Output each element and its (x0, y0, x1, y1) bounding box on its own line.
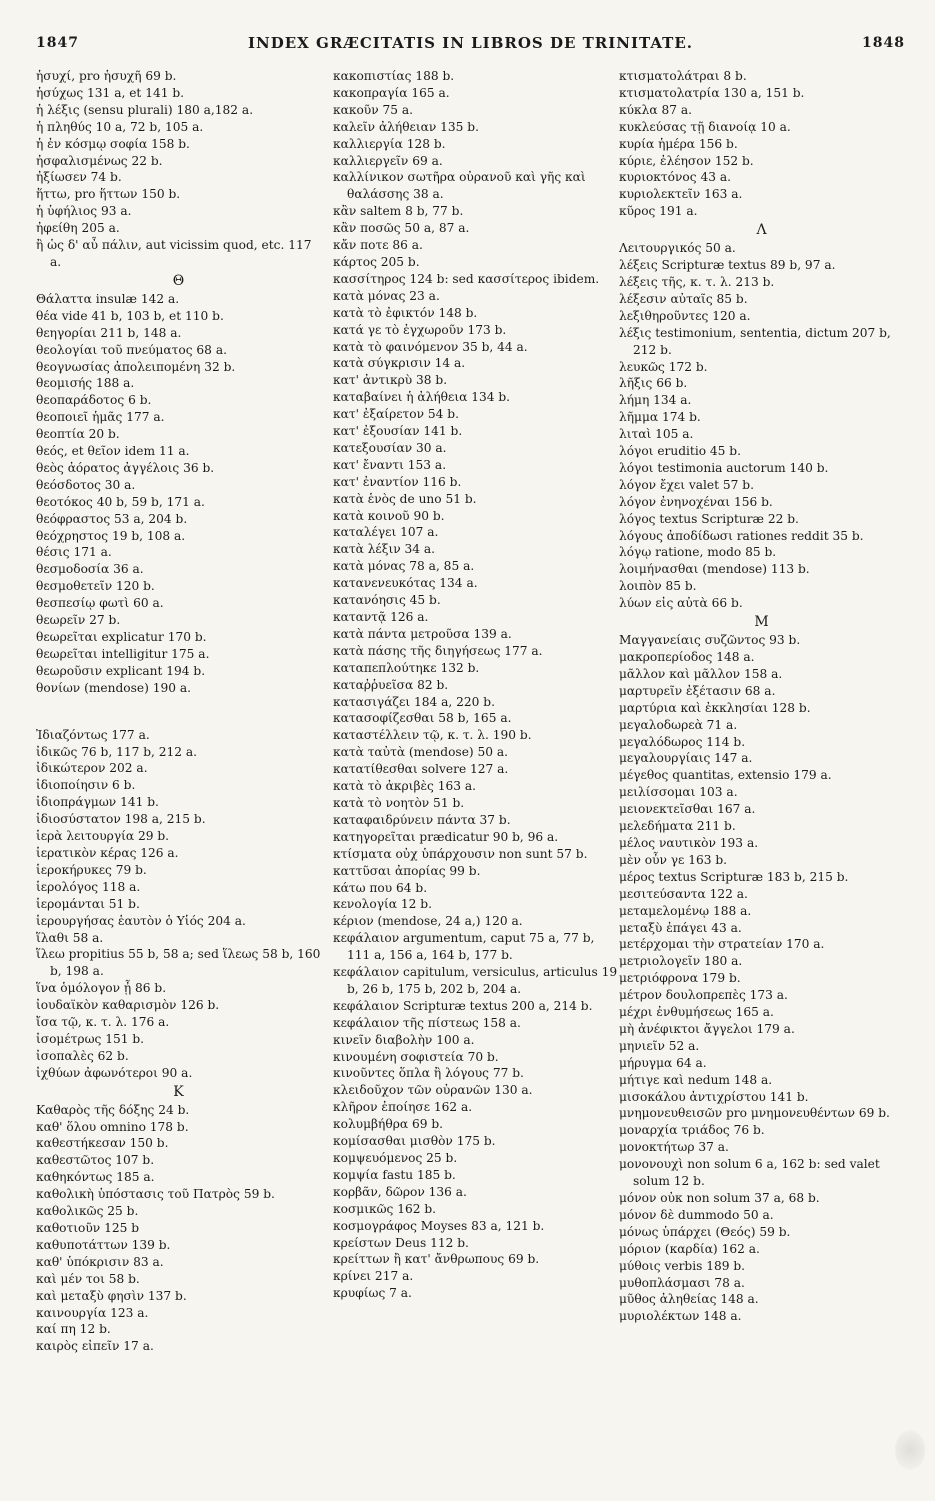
page-number-right: 1848 (862, 35, 905, 51)
index-entry: λευκῶς 172 b. (619, 359, 708, 374)
index-entry: κτισματολατρία 130 a, 151 b. (619, 85, 805, 100)
index-entry: κάτω που 64 b. (333, 880, 428, 895)
index-entry: κατανενευκότας 134 a. (333, 576, 478, 591)
index-entry: λόγους ἀποδίδωσι rationes reddit 35 b. (619, 528, 864, 543)
index-entry: κορβᾶν, δῶρον 136 a. (333, 1184, 467, 1199)
index-entry: κατὰ τὸ φαινόμενον 35 b, 44 a. (333, 339, 528, 354)
index-entry: θεός, et θεῖον idem 11 a. (36, 444, 190, 459)
section-letter: Θ (172, 272, 185, 289)
index-entry: κακοπιστίας 188 b. (333, 69, 455, 83)
index-entry: καθ' ὑπόκρισιν 83 a. (36, 1254, 164, 1269)
index-entry: θεομισής 188 a. (36, 376, 135, 391)
page-title: INDEX GRÆCITATIS IN LIBROS DE TRINITATE. (248, 34, 693, 52)
index-entry: ἱερολόγος 118 a. (36, 879, 141, 894)
index-entry: ἡσυχί, pro ἡσυχῆ 69 b. (36, 69, 177, 83)
index-entry: κατὰ τὸ ἐφικτόν 148 b. (333, 305, 478, 320)
index-entry: θεολογίαι τοῦ πνεύματος 68 a. (36, 342, 227, 357)
index-entry: μυριολέκτων 148 a. (619, 1309, 742, 1324)
index-entry: ἢ ὡς δ' αὖ πάλιν, aut vicissim quod, etc. 117 a. (36, 238, 312, 269)
index-entry: μονοκτήτωρ 37 a. (619, 1140, 729, 1155)
index-entry: κατὰ μόνας 23 a. (333, 288, 440, 303)
index-entry: κυριολεκτεῖν 163 a. (619, 187, 743, 202)
index-entry: θεωρεῖται intelligitur 175 a. (36, 646, 210, 661)
index-entry: λοιπὸν 85 b. (619, 579, 697, 594)
section-letter: Λ (756, 222, 767, 239)
index-entry: μυθοπλάσμασι 78 a. (619, 1275, 745, 1290)
index-column-3 (619, 68, 904, 1325)
index-entry: καθολικὴ ὑπόστασις τοῦ Πατρὸς 59 b. (36, 1187, 275, 1202)
index-entry: ἱεροκήρυκες 79 b. (36, 862, 147, 877)
index-entry: ἥττω, pro ἥττων 150 b. (36, 187, 181, 202)
index-entry: καλεῖν ἀλήθειαν 135 b. (333, 119, 479, 134)
index-entry: ἠφείθη 205 a. (36, 221, 120, 236)
index-entry: θέσις 171 a. (36, 545, 112, 560)
index-entry: κατὰ σύγκρισιν 14 a. (333, 356, 466, 371)
index-entry: ἵνα ὁμόλογον ᾖ 86 b. (36, 981, 167, 996)
index-entry: θεοποιεῖ ἡμᾶς 177 a. (36, 410, 165, 425)
index-entry: ἠξίωσεν 74 b. (36, 170, 122, 185)
index-entry: θεωρεῖται explicatur 170 b. (36, 630, 207, 644)
index-entry: καιρὸς εἰπεῖν 17 a. (36, 1339, 154, 1354)
index-entry: κεφάλαιον capitulum, versiculus, articulus 19 b, 26 b, 175 b, 202 b, 204 a. (333, 965, 618, 996)
index-entry: κατ' ἔναντι 153 a. (333, 457, 447, 472)
index-entry: κυριοκτόνος 43 a. (619, 170, 731, 185)
index-entry: κτίσματα οὐχ ὑπάρχουσιν non sunt 57 b. (333, 846, 588, 861)
running-header (36, 30, 905, 56)
index-entry: ἰουδαϊκὸν καθαρισμὸν 126 b. (36, 998, 220, 1013)
index-entry: μήρυγμα 64 a. (619, 1055, 707, 1070)
index-entry: κενολογία 12 b. (333, 897, 432, 912)
index-entry: Ἰδιαζόντως 177 a. (36, 727, 150, 742)
index-entry: μακροπερίοδος 148 a. (619, 650, 755, 664)
index-entry: ἰδιοσύστατον 198 a, 215 b. (36, 812, 206, 827)
index-entry: μόνως ὑπάρχει (Θεός) 59 b. (619, 1224, 791, 1239)
index-entry: μέτρον δουλοπρεπὲς 173 a. (619, 988, 788, 1003)
index-entry: μέγεθος quantitas, extensio 179 a. (619, 768, 832, 783)
index-entry: κτισματολάτραι 8 b. (619, 69, 747, 83)
index-entry: ἡ λέξις (sensu plurali) 180 a,182 a. (36, 102, 254, 117)
index-entry: κατασοφίζεσθαι 58 b, 165 a. (333, 711, 512, 726)
index-entry: ἰσομέτρως 151 b. (36, 1031, 145, 1046)
index-entry: καταλέγει 107 a. (333, 525, 439, 540)
index-entry: καταφαιδρύνειν πάντα 37 b. (333, 812, 511, 827)
index-entry: κινουμένη σοφιστεία 70 b. (333, 1049, 499, 1064)
index-entry: κἄν ποτε 86 a. (333, 238, 423, 253)
index-entry: κομψευόμενος 25 b. (333, 1151, 458, 1165)
index-entry: μηνιεῖν 52 a. (619, 1038, 700, 1053)
index-entry: θεόχρηστος 19 b, 108 a. (36, 528, 186, 543)
index-entry: κατὰ τὸ νοητὸν 51 b. (333, 795, 465, 810)
index-entry: κασσίτηρος 124 b: sed κασσίτερος ibidem. (333, 271, 600, 286)
index-entry: μονονουχὶ non solum 6 a, 162 b: sed valet solum 12 b. (619, 1157, 880, 1189)
index-entry: κατασιγάζει 184 a, 220 b. (333, 694, 495, 709)
index-entry: μαρτυρεῖν ἐξέτασιν 68 a. (619, 683, 776, 698)
index-entry: θεὸς ἀόρατος ἀγγέλοις 36 b. (36, 460, 215, 475)
index-column-1 (36, 68, 321, 1355)
index-entry: κατά γε τὸ ἐγχωροῦν 173 b. (333, 322, 507, 337)
index-entry: κατὰ τὸ ἀκριβὲς 163 a. (333, 779, 477, 794)
index-entry: κατ' ἐξαίρετον 54 b. (333, 407, 459, 422)
index-entry: καταῤῥυεῖσα 82 b. (333, 677, 449, 692)
index-entry: καί πη 12 b. (36, 1322, 111, 1337)
index-entry: κἂν saltem 8 b, 77 b. (333, 204, 464, 219)
index-entry: θεσπεσίῳ φωτὶ 60 a. (36, 596, 164, 611)
index-entry: μέχρι ἐνθυμήσεως 165 a. (619, 1005, 774, 1020)
index-entry: καθεστήκεσαν 150 b. (36, 1136, 169, 1151)
index-entry: μὴ ἀνέφικτοι ἄγγελοι 179 a. (619, 1021, 795, 1036)
index-entry: Λειτουργικός 50 a. (619, 241, 736, 256)
index-entry: κρείττων ἢ κατ' ἄνθρωπους 69 b. (333, 1252, 540, 1267)
index-entry: κρίνει 217 a. (333, 1269, 414, 1284)
index-entry: θεωροῦσιν explicant 194 b. (36, 663, 206, 678)
index-entry: κατὰ πάσης τῆς διηγήσεως 177 a. (333, 643, 543, 658)
index-entry: θεηγορίαι 211 b, 148 a. (36, 325, 182, 340)
index-entry: καθολικῶς 25 b. (36, 1204, 139, 1219)
index-entry: μέρος textus Scripturæ 183 b, 215 b. (619, 869, 849, 884)
index-entry: ἴσα τῷ, κ. τ. λ. 176 a. (36, 1015, 170, 1030)
index-entry: καταστέλλειν τῷ, κ. τ. λ. 190 b. (333, 728, 532, 743)
index-entry: θονίων (mendose) 190 a. (36, 680, 191, 695)
index-entry: καθυποτάττων 139 b. (36, 1237, 171, 1252)
index-entry: λόγῳ ratione, modo 85 b. (619, 545, 777, 560)
index-entry: κομίσασθαι μισθὸν 175 b. (333, 1134, 496, 1149)
index-entry: θεωρεῖν 27 b. (36, 613, 121, 628)
index-entry: κακοῦν 75 a. (333, 102, 414, 117)
index-entry: μύθοις verbis 189 b. (619, 1258, 746, 1273)
index-entry: καλλιεργία 128 b. (333, 136, 446, 151)
index-entry: Καθαρὸς τῆς δόξης 24 b. (36, 1102, 190, 1117)
index-entry: κλῆρον ἐποίησε 162 a. (333, 1100, 473, 1115)
index-entry: καὶ μεταξὺ φησὶν 137 b. (36, 1288, 187, 1303)
column-spacer (36, 697, 321, 727)
index-entry: μήτιγε καὶ nedum 148 a. (619, 1072, 773, 1087)
index-entry: κἂν ποσῶς 50 a, 87 a. (333, 221, 470, 236)
index-entry: ἰδιοπράγμων 141 b. (36, 795, 159, 810)
index-entry: καταβαίνει ἡ ἀλήθεια 134 b. (333, 390, 511, 405)
index-entry: λέξεις Scripturæ textus 89 b, 97 a. (619, 258, 836, 273)
index-entry: κινεῖν διαβολὴν 100 a. (333, 1032, 475, 1047)
index-entry: κινοῦντες ὅπλα ἢ λόγους 77 b. (333, 1066, 524, 1081)
index-entry: λέξις testimonium, sententia, dictum 207 b, 212 b. (619, 325, 891, 357)
index-entry: μεγαλόδωρος 114 b. (619, 734, 746, 749)
index-entry: ἰδιοποίησιν 6 b. (36, 778, 136, 793)
section-letter: Μ (754, 614, 769, 631)
index-entry: λιταὶ 105 a. (619, 427, 694, 442)
index-entry: μισοκάλου ἀντιχρίστου 141 b. (619, 1089, 809, 1104)
index-entry: ἠσφαλισμένως 22 b. (36, 153, 163, 168)
index-entry: καλλιεργεῖν 69 a. (333, 153, 443, 168)
index-entry: θεσμοθετεῖν 120 b. (36, 579, 155, 594)
index-entry: ἡ ἐν κόσμῳ σοφία 158 b. (36, 136, 190, 151)
index-entry: μεσιτεύσαντα 122 a. (619, 886, 748, 901)
index-column-2 (333, 68, 618, 1302)
index-entry: λέξεις τῆς, κ. τ. λ. 213 b. (619, 274, 775, 289)
index-entry: καταπεπλούτηκε 132 b. (333, 660, 480, 675)
index-entry: κατὰ κοινοῦ 90 b. (333, 508, 445, 523)
index-entry: θεσμοδοσία 36 a. (36, 562, 144, 577)
index-entry: μὲν οὖν γε 163 b. (619, 852, 728, 867)
index-entry: κάρτος 205 b. (333, 254, 420, 269)
index-entry: ἱερομάνται 51 b. (36, 896, 140, 911)
index-entry: ἰδικώτερον 202 a. (36, 761, 148, 776)
index-entry: θεοπαράδοτος 6 b. (36, 393, 152, 408)
index-entry: κῦρος 191 a. (619, 204, 698, 219)
index-entry: κυκλεύσας τῇ διανοίᾳ 10 a. (619, 119, 791, 134)
index-entry: καταντᾷ 126 a. (333, 610, 429, 624)
page-number-left: 1847 (36, 35, 79, 51)
index-entry: κέριον (mendose, 24 a,) 120 a. (333, 914, 523, 929)
section-letter: Κ (173, 1083, 184, 1100)
index-entry: λοιμήνασθαι (mendose) 113 b. (619, 562, 810, 577)
index-entry: ἱερουργήσας ἑαυτὸν ὁ Υἱός 204 a. (36, 913, 246, 928)
index-entry: κατανόησις 45 b. (333, 593, 441, 608)
index-entry: κρείστων Deus 112 b. (333, 1235, 469, 1250)
index-entry: κακοπραγία 165 a. (333, 85, 450, 100)
index-entry: μετριολογεῖν 180 a. (619, 954, 743, 969)
index-entry: μετριόφρονα 179 b. (619, 971, 741, 986)
index-entry: κολυμβήθρα 69 b. (333, 1117, 444, 1132)
index-entry: καθ' ὅλου omnino 178 b. (36, 1119, 189, 1134)
index-entry: κατεξουσίαν 30 a. (333, 440, 447, 455)
index-entry: κυρία ἡμέρα 156 b. (619, 136, 738, 151)
index-entry: μεγαλοδωρεὰ 71 a. (619, 717, 738, 732)
index-entry: κατὰ λέξιν 34 a. (333, 542, 436, 557)
index-entry: μέλος ναυτικὸν 193 a. (619, 835, 759, 850)
index-entry: Μαγγανείαις συζῶντος 93 b. (619, 633, 801, 648)
index-entry: θεόσδοτος 30 a. (36, 477, 136, 492)
index-entry: καθοτιοῦν 125 b (36, 1221, 140, 1235)
index-entry: λέξεσιν αὐταῖς 85 b. (619, 291, 748, 306)
index-entry: κομψία fastu 185 b. (333, 1167, 456, 1182)
index-entry: λόγον ἔχει valet 57 b. (619, 477, 754, 492)
index-entry: λόγοι eruditio 45 b. (619, 444, 741, 459)
index-entry: μεταξὺ ἐπάγει 43 a. (619, 920, 742, 935)
index-entry: κατατίθεσθαι solvere 127 a. (333, 762, 509, 777)
index-entry: μειλίσσομαι 103 a. (619, 785, 738, 800)
index-entry: μόνον οὐκ non solum 37 a, 68 b. (619, 1191, 820, 1205)
index-entry: μεγαλουργίαις 147 a. (619, 751, 753, 766)
index-entry: καθηκόντως 185 a. (36, 1170, 155, 1185)
index-entry: μελεδήματα 211 b. (619, 819, 736, 834)
index-entry: μοναρχία τριάδος 76 b. (619, 1123, 765, 1138)
index-entry: λῆξις 66 b. (619, 376, 688, 391)
index-entry: ἡσύχως 131 a, et 141 b. (36, 85, 184, 100)
index-entry: ἰσοπαλὲς 62 b. (36, 1048, 129, 1063)
index-entry: μῦθος ἀληθείας 148 a. (619, 1292, 759, 1307)
index-entry: κεφάλαιον τῆς πίστεως 158 a. (333, 1015, 521, 1030)
index-entry: καλλίνικον σωτῆρα οὐρανοῦ καὶ γῆς καὶ θαλάσσης 38 a. (333, 170, 586, 202)
index-entry: κατὰ ἑνὸς de uno 51 b. (333, 491, 477, 506)
index-entry: κεφάλαιον Scripturæ textus 200 a, 214 b. (333, 998, 593, 1013)
index-entry: κύριε, ἐλέησον 152 b. (619, 153, 754, 168)
index-entry: μεταμελομένῳ 188 a. (619, 903, 752, 918)
index-entry: ἰχθύων ἀφωνότεροι 90 a. (36, 1065, 193, 1080)
index-entry: θεοτόκος 40 b, 59 b, 171 a. (36, 494, 205, 509)
index-entry: κοσμικῶς 162 b. (333, 1201, 437, 1216)
index-entry: θέα vide 41 b, 103 b, et 110 b. (36, 308, 224, 323)
index-entry: μᾶλλον καὶ μᾶλλον 158 a. (619, 666, 783, 681)
index-entry: ἱερὰ λειτουργία 29 b. (36, 829, 170, 844)
index-entry: κεφάλαιον argumentum, caput 75 a, 77 b, 111 a, 156 a, 164 b, 177 b. (333, 931, 595, 963)
index-entry: κλειδοῦχον τῶν οὐρανῶν 130 a. (333, 1083, 533, 1098)
index-entry: μαρτύρια καὶ ἐκκλησίαι 128 b. (619, 700, 811, 715)
index-entry: καινουργία 123 a. (36, 1305, 149, 1320)
index-entry: ἡ ὑφήλιος 93 a. (36, 204, 132, 219)
index-entry: λῆμμα 174 b. (619, 410, 701, 425)
index-entry: θεοπτία 20 b. (36, 427, 120, 442)
index-entry: κατὰ πάντα μετροῦσα 139 a. (333, 626, 512, 641)
index-entry: κρυφίως 7 a. (333, 1286, 412, 1301)
index-entry: κατὰ μόνας 78 a, 85 a. (333, 559, 475, 574)
index-entry: κατ' ἀντικρὺ 38 b. (333, 373, 448, 388)
index-entry: λύων εἰς αὐτὰ 66 b. (619, 596, 743, 611)
index-entry: ἵλεω propitius 55 b, 58 a; sed ἵλεως 58 b, 160 b, 198 a. (36, 947, 321, 979)
index-entry: κατ' ἐναντίον 116 b. (333, 474, 462, 489)
index-entry: καὶ μέν τοι 58 b. (36, 1271, 140, 1286)
index-entry: μνημονευθεισῶν pro μνημονευθέντων 69 b. (619, 1106, 890, 1121)
index-entry: κοσμογράφος Moyses 83 a, 121 b. (333, 1218, 545, 1233)
index-entry: Θάλαττα insulæ 142 a. (36, 291, 180, 306)
index-entry: καθεστῶτος 107 b. (36, 1153, 155, 1168)
index-entry: κύκλα 87 a. (619, 102, 692, 117)
index-entry: κατ' ἐξουσίαν 141 b. (333, 424, 463, 439)
print-smudge (895, 1430, 925, 1470)
index-entry: θεόφραστος 53 a, 204 b. (36, 511, 188, 526)
index-entry: ἱερατικὸν κέρας 126 a. (36, 845, 179, 860)
index-entry: μόριον (καρδία) 162 a. (619, 1241, 760, 1256)
index-entry: ἡ πληθύς 10 a, 72 b, 105 a. (36, 119, 204, 134)
index-entry: μειονεκτεῖσθαι 167 a. (619, 802, 756, 817)
index-entry: λόγος textus Scripturæ 22 b. (619, 511, 799, 526)
index-entry: μετέρχομαι τὴν στρατείαν 170 a. (619, 937, 825, 952)
index-entry: ἰδικῶς 76 b, 117 b, 212 a. (36, 744, 198, 759)
index-entry: κατὰ ταὐτὰ (mendose) 50 a. (333, 745, 509, 760)
index-entry: ἵλαθι 58 a. (36, 930, 104, 945)
index-entry: λόγοι testimonia auctorum 140 b. (619, 460, 829, 475)
index-entry: καττῦσαι ἀπορίας 99 b. (333, 863, 481, 878)
index-entry: θεογνωσίας ἀπολειπομένη 32 b. (36, 359, 236, 374)
index-entry: λήμη 134 a. (619, 393, 692, 408)
index-entry: λεξιθηροῦντες 120 a. (619, 308, 751, 323)
index-entry: μόνον δὲ dummodo 50 a. (619, 1207, 774, 1222)
index-entry: κατηγορεῖται prædicatur 90 b, 96 a. (333, 829, 559, 844)
index-entry: λόγον ἐνηνοχέναι 156 b. (619, 494, 773, 509)
